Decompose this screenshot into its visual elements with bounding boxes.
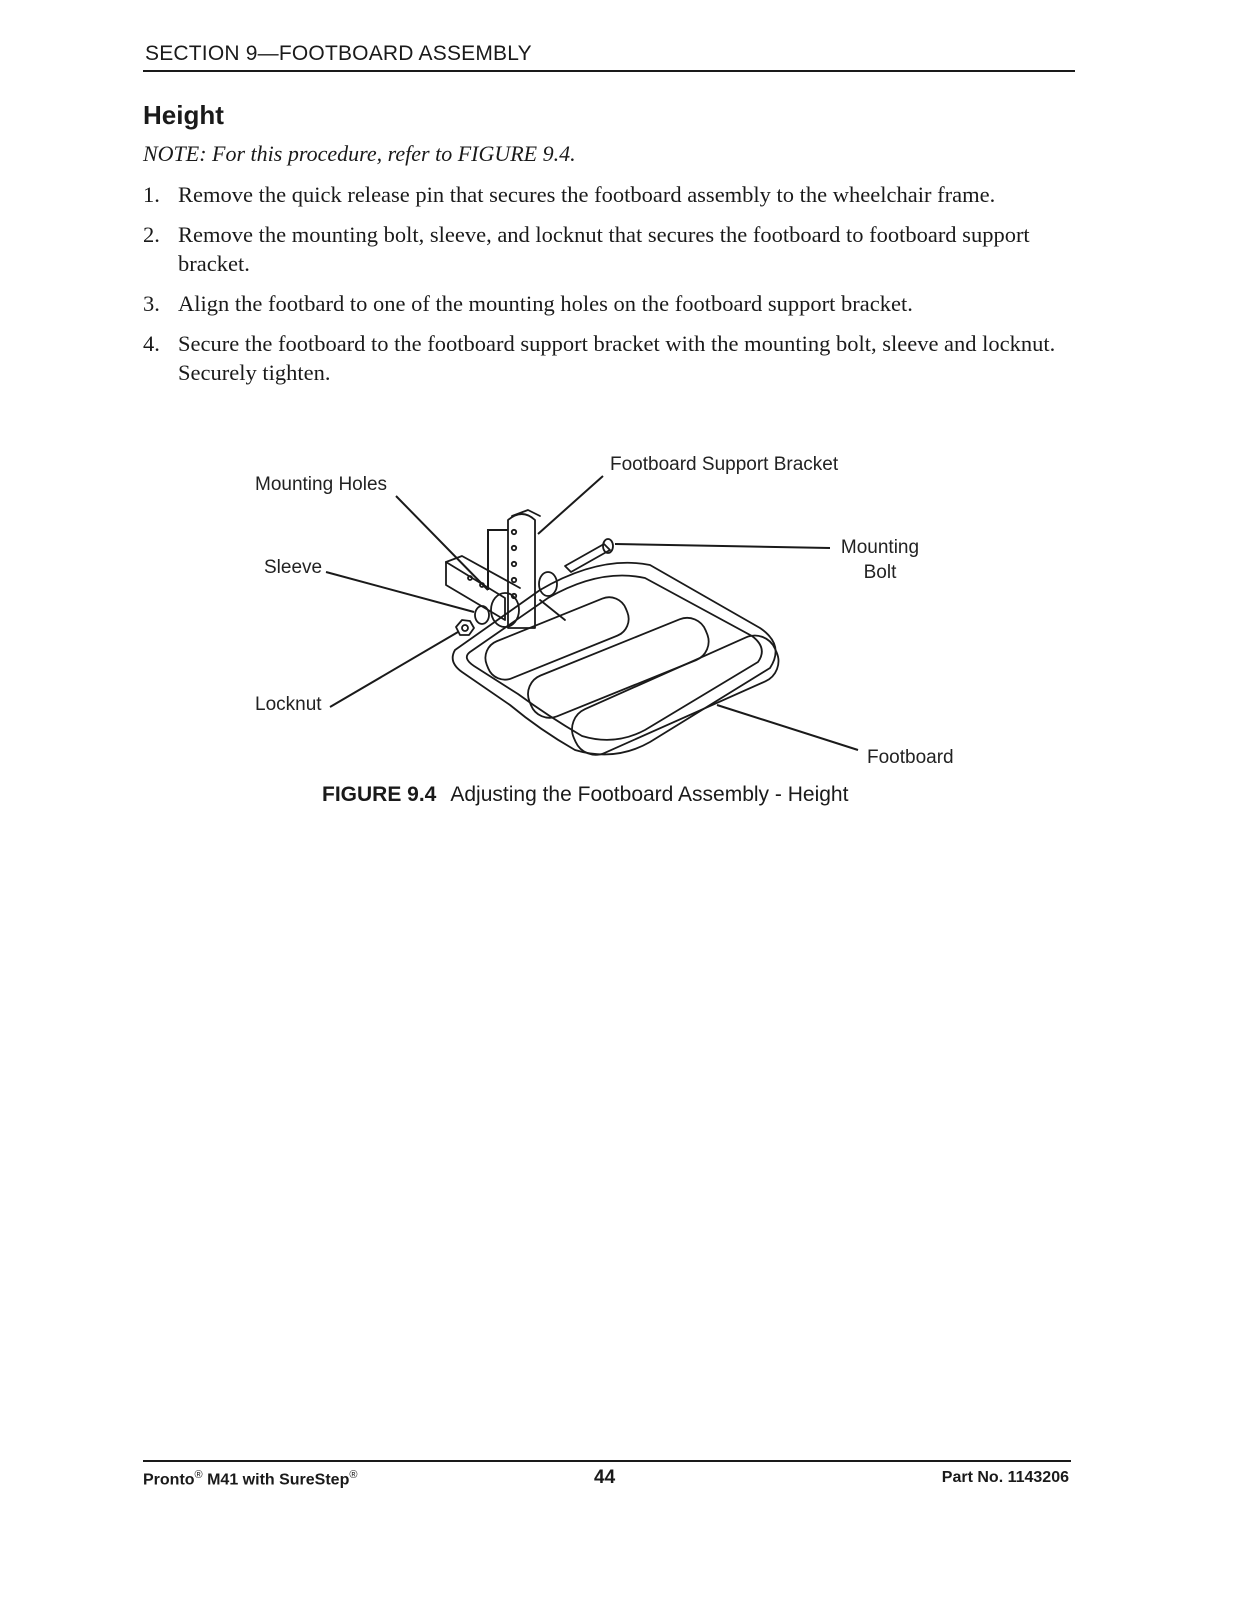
step-text: Secure the footboard to the footboard support bracket with the mounting bolt, sleeve and locknut. Securely tighten. bbox=[178, 331, 1056, 385]
step-text: Align the footbard to one of the mounting holes on the footboard support bracket. bbox=[178, 291, 913, 316]
step-number: 3. bbox=[143, 291, 160, 316]
step-list bbox=[143, 180, 1078, 398]
callout-footboard: Footboard bbox=[867, 747, 954, 768]
callout-mounting-bolt-line2: Bolt bbox=[863, 562, 897, 583]
callout-support-bracket: Footboard Support Bracket bbox=[610, 454, 839, 475]
tread-pad bbox=[480, 592, 634, 685]
leader-sleeve bbox=[326, 572, 474, 612]
page-heading: Height bbox=[143, 100, 224, 130]
tread-pad bbox=[565, 629, 786, 762]
header-rule bbox=[143, 70, 1075, 72]
callout-mounting-holes: Mounting Holes bbox=[255, 474, 388, 495]
footer-product-model: M41 with SureStep bbox=[202, 1471, 350, 1489]
page-number: 44 bbox=[594, 1467, 616, 1488]
locknut bbox=[456, 620, 474, 635]
footboard-plate bbox=[453, 563, 776, 755]
leader-mounting-holes-bracket bbox=[488, 530, 508, 590]
callout-sleeve: Sleeve bbox=[264, 557, 323, 578]
figure-caption bbox=[322, 783, 848, 807]
part-number: Part No. 1143206 bbox=[941, 1469, 1069, 1486]
procedure-note: NOTE: For this procedure, refer to FIGURE 9.4. bbox=[143, 141, 576, 166]
callout-locknut: Locknut bbox=[255, 694, 322, 715]
step-item bbox=[143, 329, 1078, 387]
callout-mounting-bolt bbox=[838, 535, 922, 585]
leader-mounting-holes bbox=[396, 496, 488, 590]
step-text: Remove the quick release pin that secures the footboard assembly to the wheelchair frame. bbox=[178, 182, 996, 207]
registered-mark: ® bbox=[194, 1469, 203, 1481]
leader-support-bracket bbox=[538, 476, 603, 534]
step-item bbox=[143, 220, 1078, 278]
leader-footboard bbox=[717, 705, 858, 750]
leader-mounting-bolt bbox=[615, 544, 830, 548]
step-number: 4. bbox=[143, 331, 160, 356]
footer-product-name: Pronto bbox=[143, 1471, 195, 1489]
tread-pad bbox=[522, 612, 715, 724]
step-text: Remove the mounting bolt, sleeve, and locknut that secures the footboard to footboard support bracket. bbox=[178, 222, 1030, 276]
leader-locknut bbox=[330, 632, 458, 707]
footer-product bbox=[143, 1469, 357, 1489]
step-item bbox=[143, 289, 1078, 318]
figure-caption-label: FIGURE 9.4 bbox=[322, 783, 437, 806]
section-header: SECTION 9—FOOTBOARD ASSEMBLY bbox=[145, 42, 532, 65]
footboard-rim bbox=[467, 576, 762, 740]
callout-mounting-bolt-line1: Mounting bbox=[840, 537, 920, 558]
step-item bbox=[143, 180, 1078, 209]
sleeve bbox=[475, 606, 489, 624]
figure-caption-text: Adjusting the Footboard Assembly - Height bbox=[450, 783, 849, 806]
support-bracket bbox=[508, 514, 535, 628]
footer-rule bbox=[143, 1460, 1071, 1462]
registered-mark: ® bbox=[349, 1469, 358, 1481]
step-number: 1. bbox=[143, 182, 160, 207]
mounting-bolt bbox=[565, 544, 610, 572]
step-number: 2. bbox=[143, 222, 160, 247]
